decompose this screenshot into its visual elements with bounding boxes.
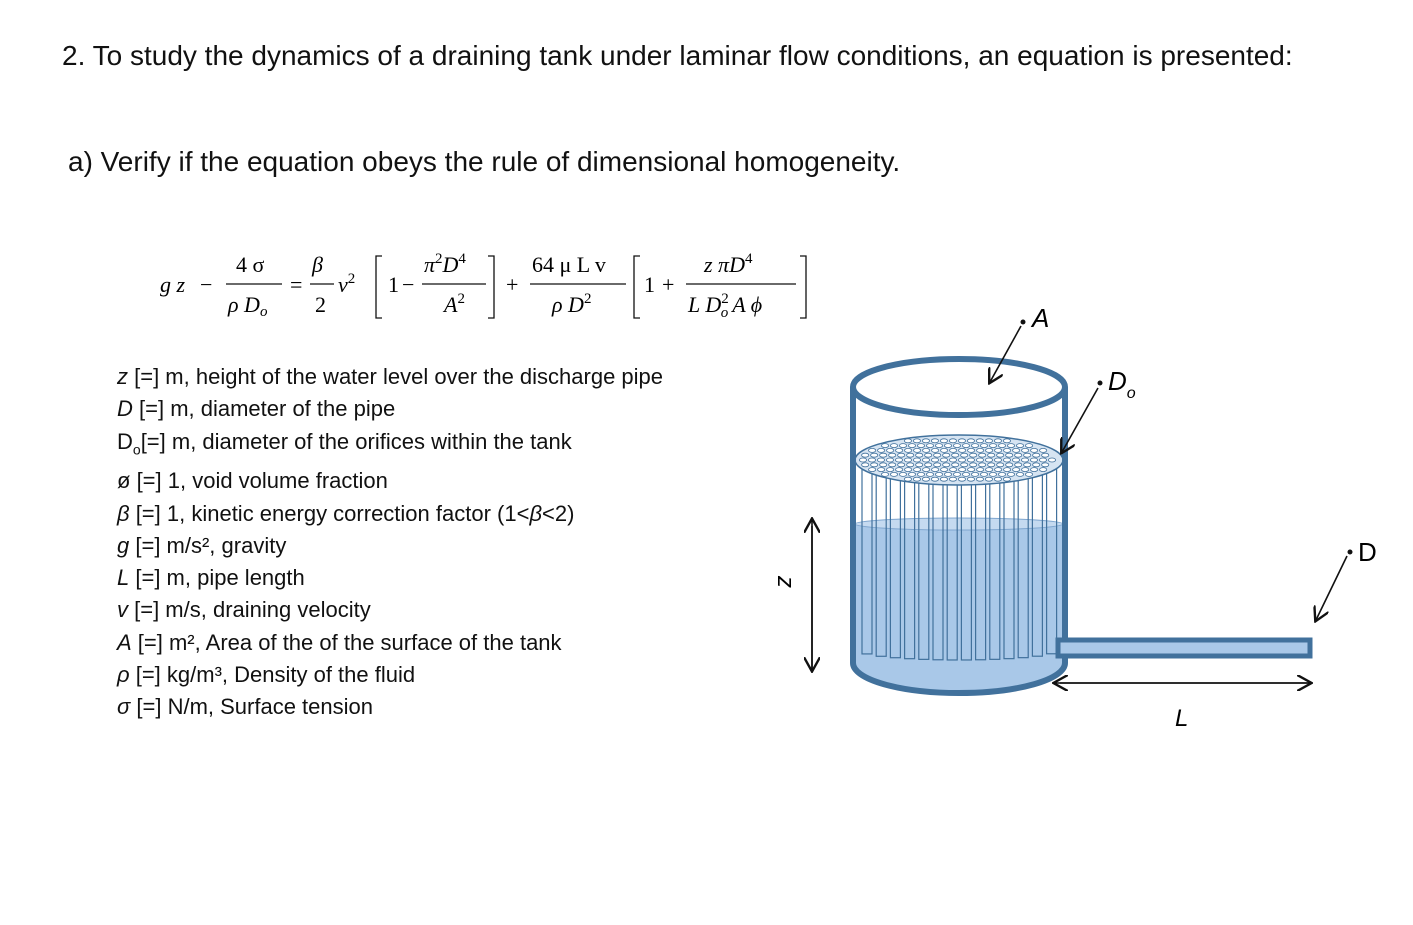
orifice-hole (1021, 458, 1028, 462)
eq-term4-num: 64 μ L v (532, 252, 606, 277)
def-v: v [=] m/s, draining velocity (117, 597, 371, 623)
orifice-hole (967, 458, 974, 462)
orifice-hole (871, 463, 878, 467)
orifice-hole (1006, 453, 1013, 457)
orifice-hole (880, 453, 887, 457)
orifice-hole (949, 439, 956, 443)
label-Do: D (1108, 366, 1127, 396)
orifice-hole (898, 463, 905, 467)
orifice-hole (889, 453, 896, 457)
eq-term1-num: 4 σ (236, 252, 265, 277)
orifice-hole (913, 477, 920, 481)
orifice-hole (931, 439, 938, 443)
orifice-hole (1042, 463, 1049, 467)
orifice-hole (959, 448, 966, 452)
orifice-hole (932, 448, 939, 452)
orifice-hole (896, 468, 903, 472)
orifice-hole (878, 448, 885, 452)
orifice-hole (1003, 439, 1010, 443)
orifice-hole (961, 453, 968, 457)
orifice-hole (917, 444, 924, 448)
eq-term5-den: L D (688, 292, 722, 317)
orifice-hole (869, 468, 876, 472)
def-L: L [=] m, pipe length (117, 565, 305, 591)
orifice-hole (967, 439, 974, 443)
orifice-hole (1007, 444, 1014, 448)
orifice-hole (1022, 468, 1029, 472)
orifice-hole (926, 444, 933, 448)
orifice-hole (1030, 458, 1037, 462)
orifice-hole (959, 468, 966, 472)
orifice-hole (949, 458, 956, 462)
orifice-hole (941, 468, 948, 472)
orifice-hole (989, 472, 996, 476)
orifice-hole (962, 444, 969, 448)
orifice-hole (940, 477, 947, 481)
orifice-hole (976, 458, 983, 462)
orifice-hole (1004, 468, 1011, 472)
def-rho: ρ [=] kg/m³, Density of the fluid (117, 662, 416, 688)
orifice-hole (869, 448, 876, 452)
svg-text:g z (160, 272, 186, 297)
orifice-hole (1025, 444, 1032, 448)
label-z: z (772, 576, 799, 588)
orifice-hole (916, 453, 923, 457)
orifice-hole (934, 453, 941, 457)
eq-A: A (444, 292, 458, 317)
orifice-hole (1016, 472, 1023, 476)
orifice-hole (961, 463, 968, 467)
orifice-hole (944, 472, 951, 476)
orifice-hole (949, 477, 956, 481)
orifice-hole (905, 448, 912, 452)
eq-minus-1: − (200, 272, 213, 297)
orifice-hole (1033, 453, 1040, 457)
eq-equals: = (290, 272, 303, 297)
orifice-hole (908, 444, 915, 448)
orifice-hole (935, 444, 942, 448)
orifice-hole (940, 439, 947, 443)
orifice-hole (995, 448, 1002, 452)
orifice-hole (968, 468, 975, 472)
orifice-hole (904, 477, 911, 481)
orifice-hole (935, 472, 942, 476)
svg-text:z πD4: z $\pi D^4$ (704, 251, 753, 277)
svg-text:Do: $D_o$ (1108, 366, 1136, 402)
orifice-hole (904, 439, 911, 443)
orifice-hole (976, 477, 983, 481)
orifice-hole (997, 463, 1004, 467)
orifice-hole (881, 444, 888, 448)
orifice-hole (917, 472, 924, 476)
orifice-hole (914, 448, 921, 452)
orifice-hole (868, 458, 875, 462)
orifice-hole (899, 472, 906, 476)
orifice-hole (950, 468, 957, 472)
orifice-hole (1024, 453, 1031, 457)
orifice-hole (880, 463, 887, 467)
orifice-hole (931, 458, 938, 462)
orifice-hole (1040, 448, 1047, 452)
orifice-hole (896, 448, 903, 452)
orifice-hole (931, 477, 938, 481)
orifice-hole (986, 448, 993, 452)
def-phi: ø [=] 1, void volume fraction (117, 468, 388, 494)
def-D: D [=] m, diameter of the pipe (117, 396, 396, 422)
orifice-hole (871, 453, 878, 457)
orifice-hole (952, 453, 959, 457)
orifice-hole (989, 444, 996, 448)
orifice-hole (1013, 468, 1020, 472)
eq-term5-num: z πD (704, 252, 745, 277)
svg-text:L D2oA ϕ: L $D^2$ o A ϕ (688, 291, 763, 321)
eq-two: 2 (315, 292, 326, 317)
orifice-hole (889, 463, 896, 467)
eq-v-sq: 2 (347, 271, 356, 287)
orifice-hole (1033, 463, 1040, 467)
orifice-hole (1012, 458, 1019, 462)
orifice-hole (886, 458, 893, 462)
eq-plus-2: + (662, 272, 675, 297)
orifice-hole (1016, 444, 1023, 448)
orifice-hole (988, 463, 995, 467)
eq-g: g (160, 272, 171, 297)
orifice-hole (913, 458, 920, 462)
tank-top-rim (853, 359, 1065, 415)
tank-diagram (760, 290, 1413, 750)
orifice-hole (979, 463, 986, 467)
label-L: L (1175, 705, 1189, 732)
orifice-hole (1007, 472, 1014, 476)
orifice-hole (899, 444, 906, 448)
orifice-hole (970, 453, 977, 457)
def-sigma: σ [=] N/m, Surface tension (117, 694, 374, 720)
svg-text:A2: $A^2$ (444, 291, 465, 317)
orifice-hole (925, 463, 932, 467)
orifice-hole (958, 439, 965, 443)
orifice-hole (997, 453, 1004, 457)
orifice-hole (925, 453, 932, 457)
orifice-hole (1040, 468, 1047, 472)
subquestion-text: a) Verify if the equation obeys the rule of dimensional homogeneity. (68, 146, 901, 177)
def-g: g [=] m/s², gravity (117, 532, 287, 558)
orifice-hole (995, 468, 1002, 472)
orifice-hole (934, 463, 941, 467)
eq-minus-2: − (402, 272, 415, 297)
orifice-hole (977, 448, 984, 452)
orifice-hole (1022, 448, 1029, 452)
orifice-hole (979, 453, 986, 457)
orifice-hole (971, 444, 978, 448)
orifice-hole (907, 463, 914, 467)
orifice-hole (1004, 448, 1011, 452)
orifice-hole (976, 439, 983, 443)
eq-term1-den-sub: o (259, 304, 268, 320)
orifice-hole (904, 458, 911, 462)
orifice-hole (985, 458, 992, 462)
orifice-hole (941, 448, 948, 452)
orifice-hole (977, 468, 984, 472)
orifice-hole (932, 468, 939, 472)
orifice-hole (1015, 463, 1022, 467)
discharge-pipe (1058, 640, 1310, 656)
orifice-hole (862, 453, 869, 457)
orifice-hole (1015, 453, 1022, 457)
orifice-hole (922, 439, 929, 443)
orifice-hole (940, 458, 947, 462)
orifice-hole (970, 463, 977, 467)
orifice-hole (887, 468, 894, 472)
label-D: D (1358, 537, 1377, 567)
eq-pi: π (424, 252, 436, 277)
orifice-hole (1024, 463, 1031, 467)
orifice-hole (952, 463, 959, 467)
orifice-hole (916, 463, 923, 467)
orifice-hole (943, 463, 950, 467)
orifice-hole (922, 477, 929, 481)
orifice-hole (1003, 458, 1010, 462)
def-Do: $D_o[=]$ m, diameter of the orifices within the tank (117, 428, 572, 457)
orifice-hole (944, 444, 951, 448)
orifice-hole (994, 477, 1001, 481)
orifice-hole (1013, 448, 1020, 452)
orifice-hole (878, 468, 885, 472)
orifice-hole (1025, 472, 1032, 476)
svg-text:v2 (338, 271, 355, 297)
orifice-hole (958, 458, 965, 462)
orifice-hole (862, 463, 869, 467)
def-A: A [=] m², Area of the of the surface of the tank (117, 629, 562, 655)
orifice-hole (953, 444, 960, 448)
orifice-hole (958, 477, 965, 481)
orifice-hole (1006, 463, 1013, 467)
orifice-hole (1031, 448, 1038, 452)
orifice-hole (980, 472, 987, 476)
orifice-hole (1042, 453, 1049, 457)
orifice-hole (953, 472, 960, 476)
eq-z: z (176, 272, 186, 297)
orifice-hole (926, 472, 933, 476)
orifice-hole (971, 472, 978, 476)
svg-text:ρ D2: ρ $D^2$ (552, 291, 592, 317)
orifice-hole (859, 458, 866, 462)
equation (0, 236, 840, 336)
eq-v: v (338, 272, 348, 297)
orifice-hole (962, 472, 969, 476)
orifice-hole (950, 448, 957, 452)
orifice-hole (890, 444, 897, 448)
orifice-hole (943, 453, 950, 457)
orifice-hole (985, 477, 992, 481)
svg-text:ρ Do (227, 292, 268, 320)
orifice-hole (968, 448, 975, 452)
orifice-hole (907, 453, 914, 457)
orifice-hole (905, 468, 912, 472)
orifice-hole (1039, 458, 1046, 462)
orifice-hole (967, 477, 974, 481)
orifice-hole (923, 448, 930, 452)
orifice-hole (898, 453, 905, 457)
svg-text:π2D4: $\pi^2D^4$ (424, 251, 466, 277)
orifice-hole (988, 453, 995, 457)
eq-one-2: 1 (644, 272, 655, 297)
definitions-list (117, 361, 663, 724)
eq-plus-1: + (506, 272, 519, 297)
orifice-hole (887, 448, 894, 452)
def-z: z [=] m, height of the water level over the discharge pipe (117, 364, 664, 389)
orifice-hole (1003, 477, 1010, 481)
orifice-hole (877, 458, 884, 462)
orifice-hole (908, 472, 915, 476)
orifice-hole (985, 439, 992, 443)
label-A: A (1032, 303, 1050, 333)
orifice-hole (1031, 468, 1038, 472)
orifice-hole (913, 439, 920, 443)
orifice-hole (980, 444, 987, 448)
orifice-hole (895, 458, 902, 462)
orifice-hole (994, 458, 1001, 462)
question-text: 2. To study the dynamics of a draining tank under laminar flow conditions, an equation is presented: (62, 40, 1293, 71)
orifice-hole (986, 468, 993, 472)
orifice-hole (923, 468, 930, 472)
eq-one-1: 1 (388, 272, 399, 297)
def-beta: β [=] 1, kinetic energy correction factor (1<β<2) (117, 500, 575, 526)
orifice-hole (1048, 458, 1055, 462)
orifice-hole (994, 439, 1001, 443)
orifice-hole (881, 472, 888, 476)
orifice-hole (890, 472, 897, 476)
eq-beta: β (312, 252, 323, 277)
orifice-hole (998, 444, 1005, 448)
orifice-hole (998, 472, 1005, 476)
eq-term1-den: ρ D (228, 292, 260, 317)
eq-term4-den: ρ D (552, 292, 584, 317)
svg-text:64 μ L v (532, 252, 606, 277)
orifice-hole (922, 458, 929, 462)
orifice-hole (914, 468, 921, 472)
